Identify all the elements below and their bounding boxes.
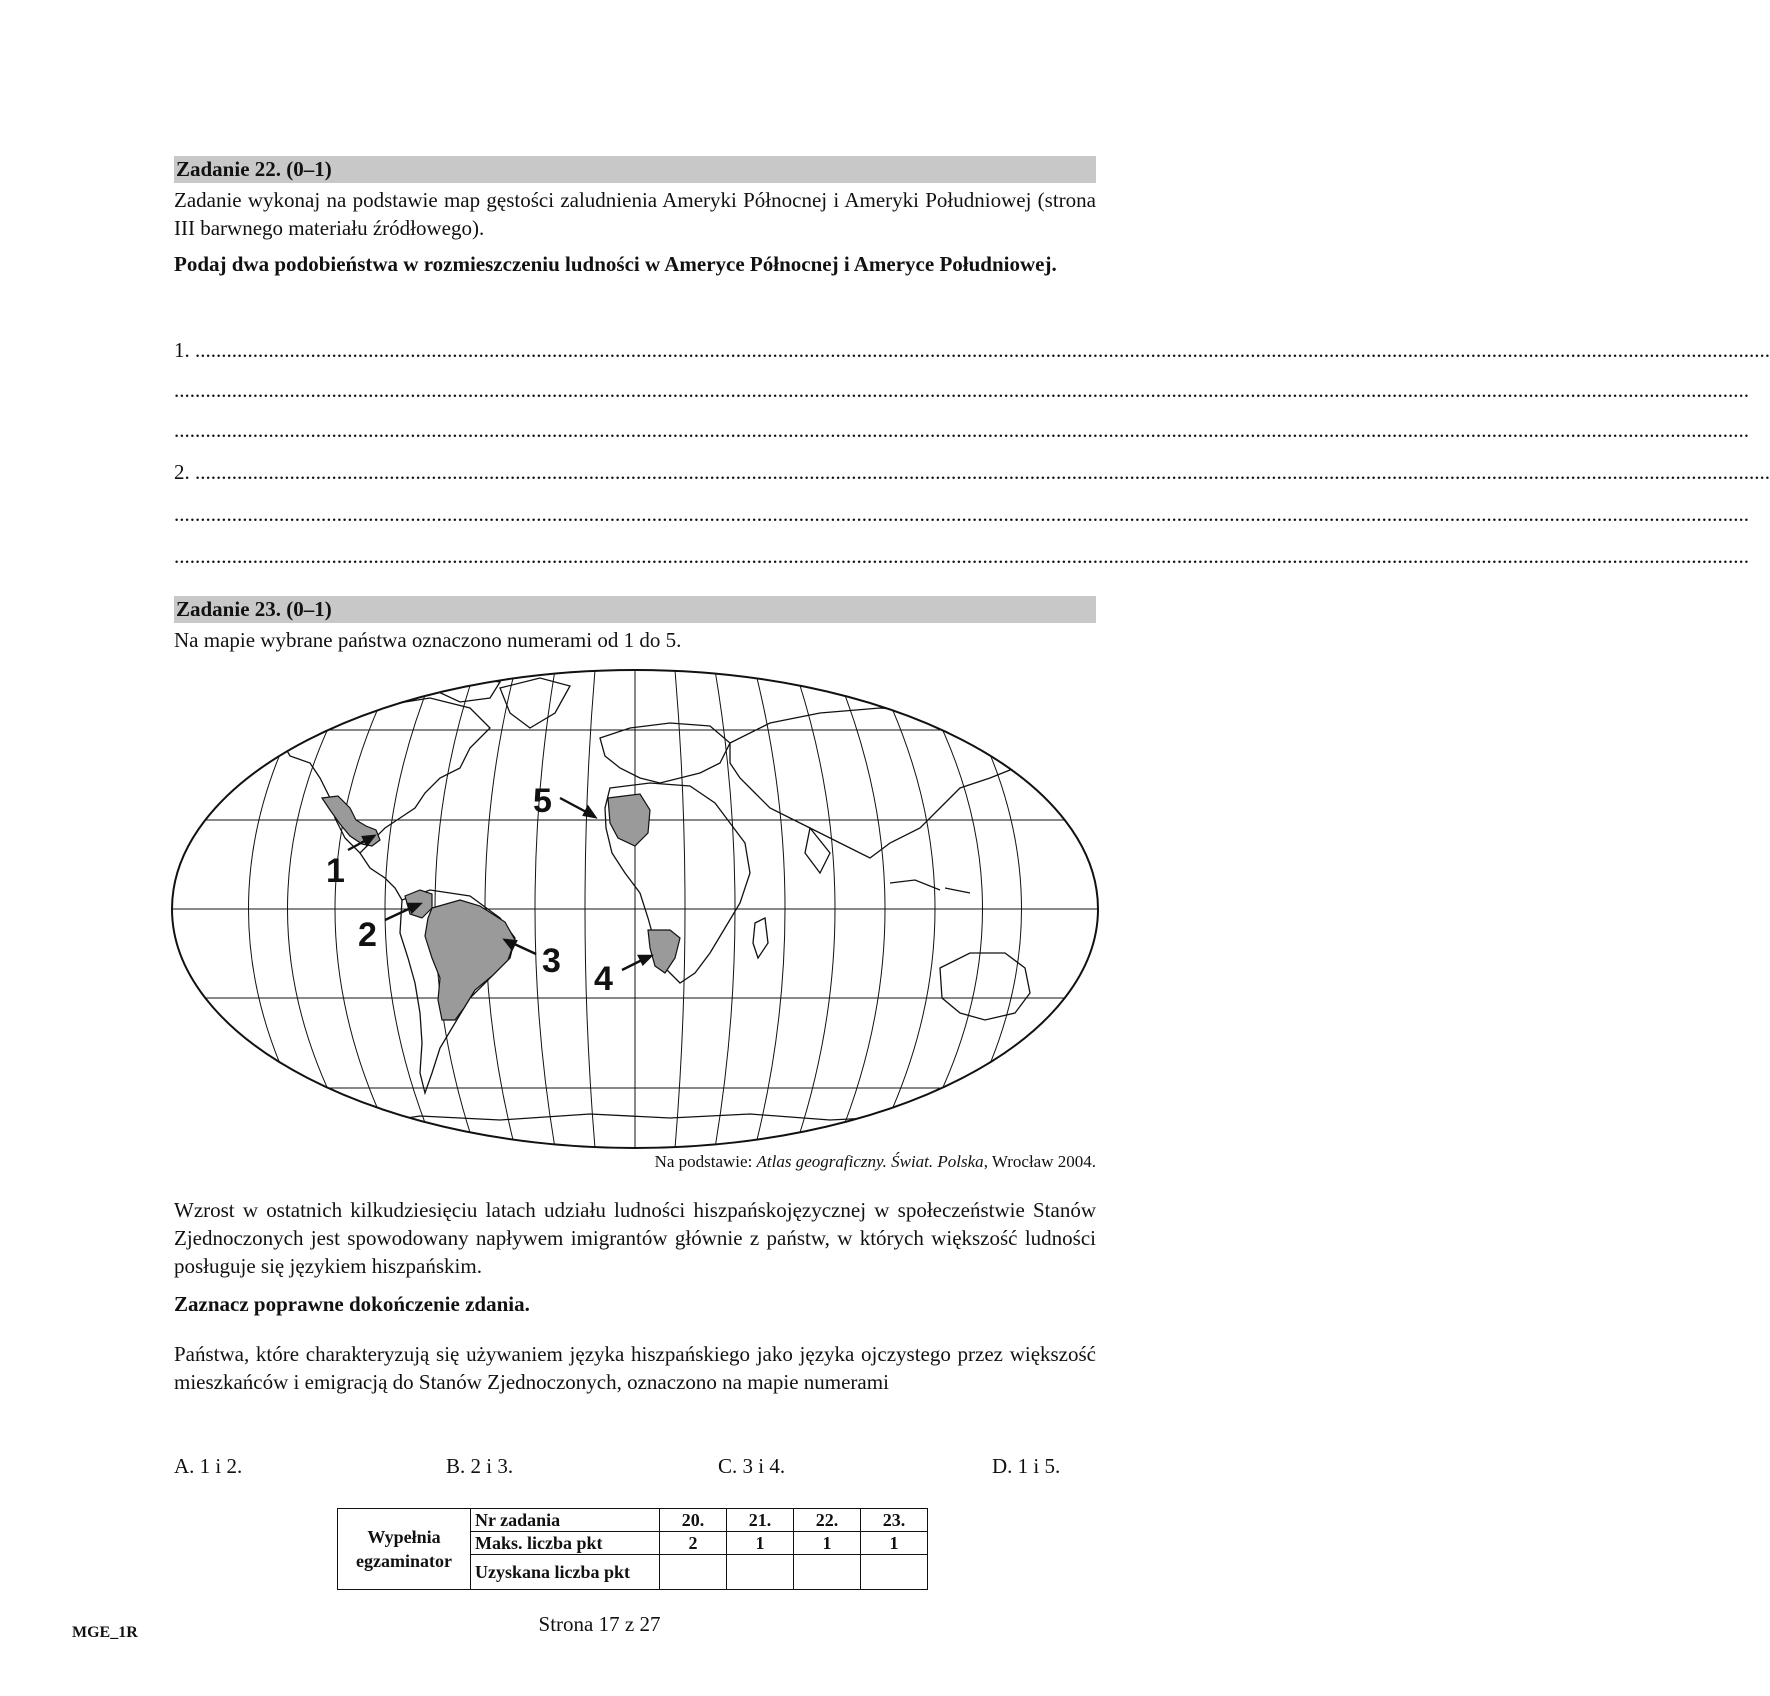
option-c[interactable]: C. 3 i 4. (718, 1454, 786, 1478)
max-points-cell: 1 (861, 1532, 928, 1555)
answer-number-1: 1. (174, 338, 190, 362)
map-source: Na podstawie: Atlas geograficzny. Świat. Polska, Wrocław 2004. (654, 1152, 1096, 1171)
page-number: Strona 17 z 27 (538, 1612, 661, 1636)
answer-options (174, 1454, 1096, 1484)
map-label-4: 4 (594, 960, 613, 998)
obtained-points-cell[interactable] (727, 1555, 794, 1590)
task-23-context: Wzrost w ostatnich kilkudziesięciu latach udziału ludności hiszpańskojęzycznej w społeczeństwie Stanów Zjednoczonych jest spowodowany napływem imigrantów głównie z państw, w których większość ludności posługuje się językiem hiszpańskim. (174, 1198, 1096, 1278)
world-map-svg (170, 668, 1100, 1150)
map-label-2: 2 (358, 916, 377, 954)
task-23-command: Zaznacz poprawne dokończenie zdania. (174, 1292, 530, 1316)
task-number-cell: 22. (794, 1509, 861, 1532)
option-b[interactable]: B. 2 i 3. (446, 1454, 514, 1478)
max-points-cell: 1 (794, 1532, 861, 1555)
obtained-points-cell[interactable] (861, 1555, 928, 1590)
task-number-cell: 21. (727, 1509, 794, 1532)
answer-line-1b[interactable]: ............................................................................................................................................................................................................................................................................................................ (174, 378, 1749, 402)
exam-code: MGE_1R (72, 1624, 138, 1641)
task-22-header: Zadanie 22. (0–1) (174, 156, 1096, 183)
row-task-number-label: Nr zadania (471, 1509, 660, 1532)
task-22-intro: Zadanie wykonaj na podstawie map gęstości zaludnienia Ameryki Północnej i Ameryki Południowej (strona III barwnego materiału źródłowego). (174, 188, 1096, 240)
answer-line-2[interactable]: 2. ............................................................................................................................................................................................................................................................................................................ (174, 460, 1770, 484)
task-23-intro: Na mapie wybrane państwa oznaczono numerami od 1 do 5. (174, 628, 682, 652)
answer-line-1c[interactable]: ............................................................................................................................................................................................................................................................................................................ (174, 418, 1749, 442)
answer-line-1[interactable]: 1. ............................................................................................................................................................................................................................................................................................................ (174, 338, 1770, 362)
option-d[interactable]: D. 1 i 5. (992, 1454, 1061, 1478)
map-label-5: 5 (533, 782, 552, 820)
world-map (170, 668, 1100, 1150)
map-label-1: 1 (326, 852, 345, 890)
task-22-command: Podaj dwa podobieństwa w rozmieszczeniu ludności w Ameryce Północnej i Ameryce Południowej. (174, 252, 1057, 276)
answer-number-2: 2. (174, 460, 190, 484)
score-table (337, 1508, 928, 1590)
obtained-points-cell[interactable] (660, 1555, 727, 1590)
max-points-cell: 2 (660, 1532, 727, 1555)
task-number-cell: 23. (861, 1509, 928, 1532)
answer-line-2b[interactable]: ............................................................................................................................................................................................................................................................................................................ (174, 502, 1749, 526)
task-23-stem: Państwa, które charakteryzują się używaniem języka hiszpańskiego jako języka ojczystego przez większość mieszkańców i emigracją do Stanów Zjednoczonych, oznaczono na mapie numerami (174, 1342, 1096, 1394)
task-number-cell: 20. (660, 1509, 727, 1532)
row-obtained-points-label: Uzyskana liczba pkt (471, 1555, 660, 1590)
option-a[interactable]: A. 1 i 2. (174, 1454, 243, 1478)
examiner-label: Wypełnia egzaminator (338, 1509, 471, 1590)
max-points-cell: 1 (727, 1532, 794, 1555)
map-label-3: 3 (542, 942, 561, 980)
task-23-header: Zadanie 23. (0–1) (174, 596, 1096, 623)
obtained-points-cell[interactable] (794, 1555, 861, 1590)
answer-line-2c[interactable]: ............................................................................................................................................................................................................................................................................................................ (174, 544, 1749, 568)
row-max-points-label: Maks. liczba pkt (471, 1532, 660, 1555)
